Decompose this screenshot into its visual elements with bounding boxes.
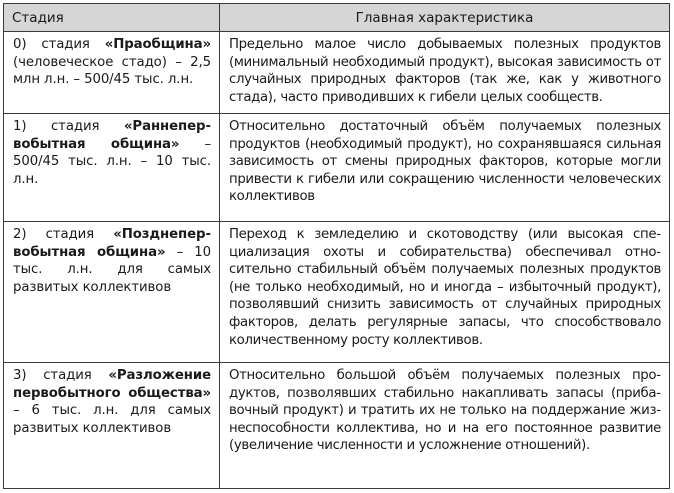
stage-cell	[4, 363, 220, 489]
header-characteristic: Главная характеристика	[220, 4, 670, 32]
stage-name: «Раннепервобытная община»	[13, 119, 211, 152]
stage-name: «Позднепервобытная община»	[13, 227, 211, 260]
characteristic-text: Относительно достаточный объём получаемых полезных продуктов (необходимый продукт), но сохранявшаяся сильная зависимость от смены природных факторов, которые могли привести к гибели или сокращению численности человеческих коллективов	[229, 119, 661, 205]
stage-period: – 10 тыс. л.н. для самых развитых коллективов	[13, 244, 211, 295]
stage-prefix: 3) стадия	[13, 368, 109, 383]
stage-name: «Праобщина»	[104, 37, 211, 52]
table-row	[4, 32, 670, 114]
characteristic-cell	[220, 222, 670, 363]
stage-name: «Разложение первобытного общества»	[13, 368, 211, 401]
stage-cell	[4, 114, 220, 222]
stage-prefix: 0) стадия	[13, 37, 105, 52]
characteristic-text: Переход к земледелию и скотоводству (или высокая специализация охоты и собирательства) обеспечивал относительно стабильный объём получаемых полезных продуктов (не только необходимый, но и иногда – избыточный продукт), позволявший снизить зависимость от случайных природных факторов, делать регулярные запасы, что способствовало количественному росту коллективов.	[229, 227, 661, 348]
table-row	[4, 222, 670, 363]
table-row	[4, 363, 670, 489]
characteristic-text: Предельно малое число добываемых полезных продуктов (минимальный необходимый продукт), высокая зависимость от случайных природных факторов (так же, как у животного стада), часто приводивших к гибели целых сообществ.	[229, 37, 661, 105]
stage-prefix: 2) стадия	[13, 227, 114, 242]
stages-table	[3, 3, 670, 489]
stage-cell	[4, 222, 220, 363]
table-row	[4, 114, 670, 222]
table-header-row	[4, 4, 670, 32]
characteristic-text: Относительно большой объём получаемых полезных продуктов, позволявших стабильно накапливать запасы (прибавочный продукт) и тратить их не только на поддержание жизнеспособности коллектива, но и на его постоянное развитие (увеличение численности и усложнение отношений).	[229, 368, 661, 454]
characteristic-cell	[220, 32, 670, 114]
header-stage: Стадия	[4, 4, 220, 32]
stage-period: – 6 тыс. л.н. для самых развитых коллективов	[13, 403, 211, 436]
stage-period: (человеческое стадо) – 2,5 млн л.н. – 500/45 тыс. л.н.	[13, 54, 211, 88]
characteristic-cell	[220, 363, 670, 489]
stage-prefix: 1) стадия	[13, 119, 124, 134]
characteristic-cell	[220, 114, 670, 222]
stage-period: – 500/45 тыс. л.н. – 10 тыс. л.н.	[13, 136, 211, 187]
stage-cell	[4, 32, 220, 114]
